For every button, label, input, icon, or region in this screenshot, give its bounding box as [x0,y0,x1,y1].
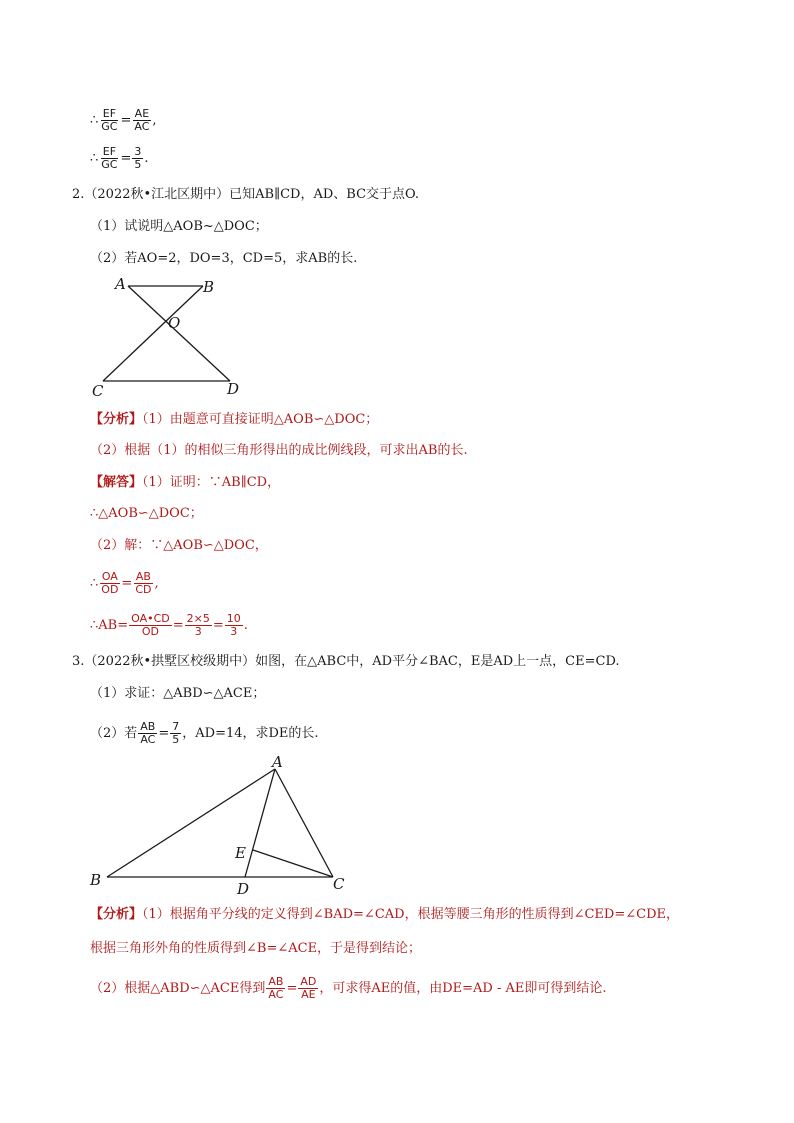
q2-sub2: （2）若AO=2，DO=3，CD=5，求AB的长. [90,251,358,266]
q2-analysis-1: 【分析】（1）由题意可直接证明△AOB∽△DOC； [90,412,379,427]
q2-frac-line: ∴ $\frac{OA}{OD}$ = $\frac{AB}{CD}$ , [90,570,159,596]
segment-ad [128,286,230,381]
label-o: O [168,314,181,332]
analysis-tag: 【分析】 [90,412,143,427]
fraction: $\frac{AB}{AC}$ [140,720,156,746]
q3-analysis-3: （2）根据△ABD∽△ACE得到 $\frac{AB}{AC}$ = $\frac{AD}{AE}$ ，可求得AE的值，由DE=AD - AE即可得到结论. [90,975,607,1001]
q2-answer-3: （2）解：∵△AOB∽△DOC， [90,538,268,553]
label-d: D [237,880,250,898]
q2-stem: 2.（2022秋•江北区期中）已知AB∥CD，AD、BC交于点O. [72,187,420,202]
q3-analysis-2: 根据三角形外角的性质得到∠B=∠ACE，于是得到结论； [90,941,422,956]
label-c: C [333,875,345,893]
fraction: $\frac{2\times 5}{3}$ [186,612,210,638]
fraction: $\frac{EF}{GC}$ [101,107,118,133]
q2-figure [92,272,255,402]
label-a: A [272,753,283,771]
top-frac-line-2: ∴ $\frac{EF}{GC}$ = $\frac{3}{5}$ . [90,145,149,171]
fraction: $\frac{AE}{AC}$ [134,107,150,133]
fraction: $\frac{10}{3}$ [226,612,241,638]
q3-figure [85,750,360,898]
answer-tag: 【解答】 [90,475,143,490]
label-d: D [227,380,240,398]
analysis-tag: 【分析】 [90,907,143,922]
label-b: B [203,278,215,296]
fraction: $\frac{3}{5}$ [134,145,142,171]
fraction: $\frac{7}{5}$ [172,720,180,746]
fraction: $\frac{EF}{GC}$ [101,145,118,171]
fraction: $\frac{AB}{CD}$ [135,570,152,596]
top-frac-line-1: ∴ $\frac{EF}{GC}$ = $\frac{AE}{AC}$ , [90,107,157,133]
q2-answer-1: 【解答】（1）证明：∵AB∥CD， [90,475,281,490]
fraction: $\frac{OA}{OD}$ [101,570,119,596]
q3-stem: 3.（2022秋•拱墅区校级期中）如图，在△ABC中，AD平分∠BAC，E是AD上一点，CE=CD. [72,654,620,669]
segment-bc [103,286,203,381]
therefore-symbol: ∴ [90,113,99,128]
q3-sub1: （1）求证：△ABD∽△ACE； [90,686,266,701]
label-a: A [115,275,126,293]
q2-analysis-2: （2）根据（1）的相似三角形得出的成比例线段，可求出AB的长. [90,443,468,458]
label-c: C [92,382,104,400]
q2-answer-2: ∴△AOB∽△DOC； [90,506,203,521]
q3-sub2: （2）若 $\frac{AB}{AC}$ = $\frac{7}{5}$ ，AD=14，求DE的长. [90,720,319,746]
q2-result-line: ∴AB= $\frac{OA•CD}{OD}$ = $\frac{2\times 5}{3}$ = $\frac{10}{3}$ . [90,612,248,638]
fraction: $\frac{AD}{AE}$ [300,975,317,1001]
fraction: $\frac{OA•CD}{OD}$ [131,612,170,638]
q3-analysis-1: 【分析】（1）根据角平分线的定义得到∠BAD=∠CAD，根据等腰三角形的性质得到∠CED=∠CDE， [90,907,679,922]
label-e: E [235,844,246,862]
q2-sub1: （1）试说明△AOB~△DOC； [90,219,268,234]
fraction: $\frac{AB}{AC}$ [268,975,284,1001]
label-b: B [90,871,102,889]
